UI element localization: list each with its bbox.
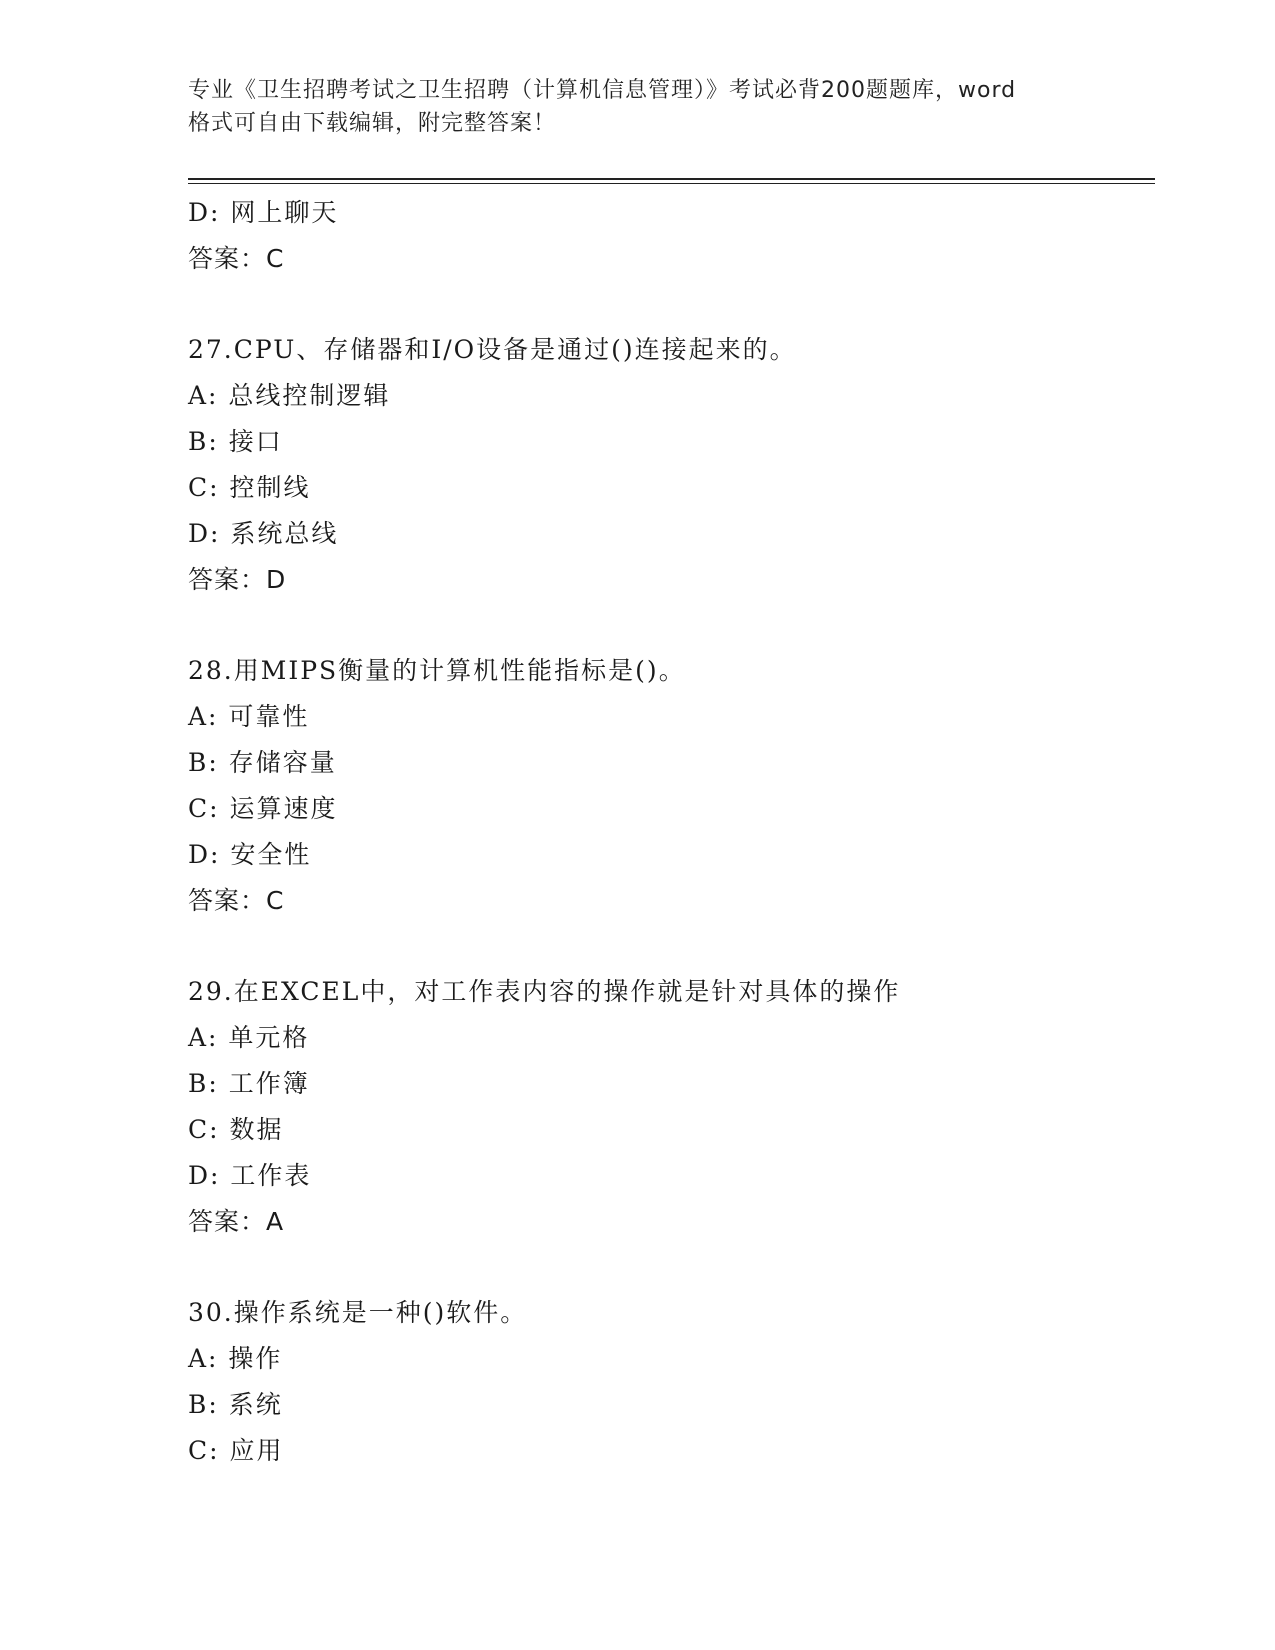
answer: 答案：C [188,886,285,915]
option-c: C: 运算速度 [188,794,338,823]
header-line-1: 专业《卫生招聘考试之卫生招聘（计算机信息管理）》考试必背200题题库，word [188,78,1017,103]
option-d: D: 网上聊天 [188,198,339,227]
question-stem: 28.用MIPS衡量的计算机性能指标是()。 [188,656,686,685]
option-a: A: 操作 [188,1344,283,1373]
spacer [188,1245,1148,1290]
question-29 [188,969,1148,1245]
answer: 答案：C [188,244,285,273]
option-c: C: 应用 [188,1436,284,1465]
option-a: A: 可靠性 [188,702,310,731]
document-body [188,190,1148,1474]
spacer [188,603,1148,648]
option-b: B: 接口 [188,427,283,456]
question-fragment [188,190,1148,282]
document-header [188,74,1088,140]
question-30 [188,1290,1148,1474]
answer: 答案：D [188,565,287,594]
option-a: A: 单元格 [188,1023,310,1052]
option-d: D: 工作表 [188,1161,312,1190]
option-b: B: 工作簿 [188,1069,310,1098]
option-a: A: 总线控制逻辑 [188,381,391,410]
header-rule-thick [188,178,1155,180]
header-rule-thin [188,183,1155,184]
spacer [188,282,1148,327]
option-c: C: 数据 [188,1115,284,1144]
spacer [188,924,1148,969]
option-d: D: 安全性 [188,840,312,869]
question-stem: 30.操作系统是一种()软件。 [188,1298,528,1327]
question-28 [188,648,1148,924]
question-stem: 27.CPU、存储器和I/O设备是通过()连接起来的。 [188,335,797,364]
option-d: D: 系统总线 [188,519,339,548]
question-27 [188,327,1148,603]
option-c: C: 控制线 [188,473,311,502]
question-stem: 29.在EXCEL中，对工作表内容的操作就是针对具体的操作 [188,977,901,1006]
option-b: B: 系统 [188,1390,283,1419]
answer: 答案：A [188,1207,285,1236]
header-line-2: 格式可自由下载编辑，附完整答案！ [188,111,557,136]
option-b: B: 存储容量 [188,748,337,777]
